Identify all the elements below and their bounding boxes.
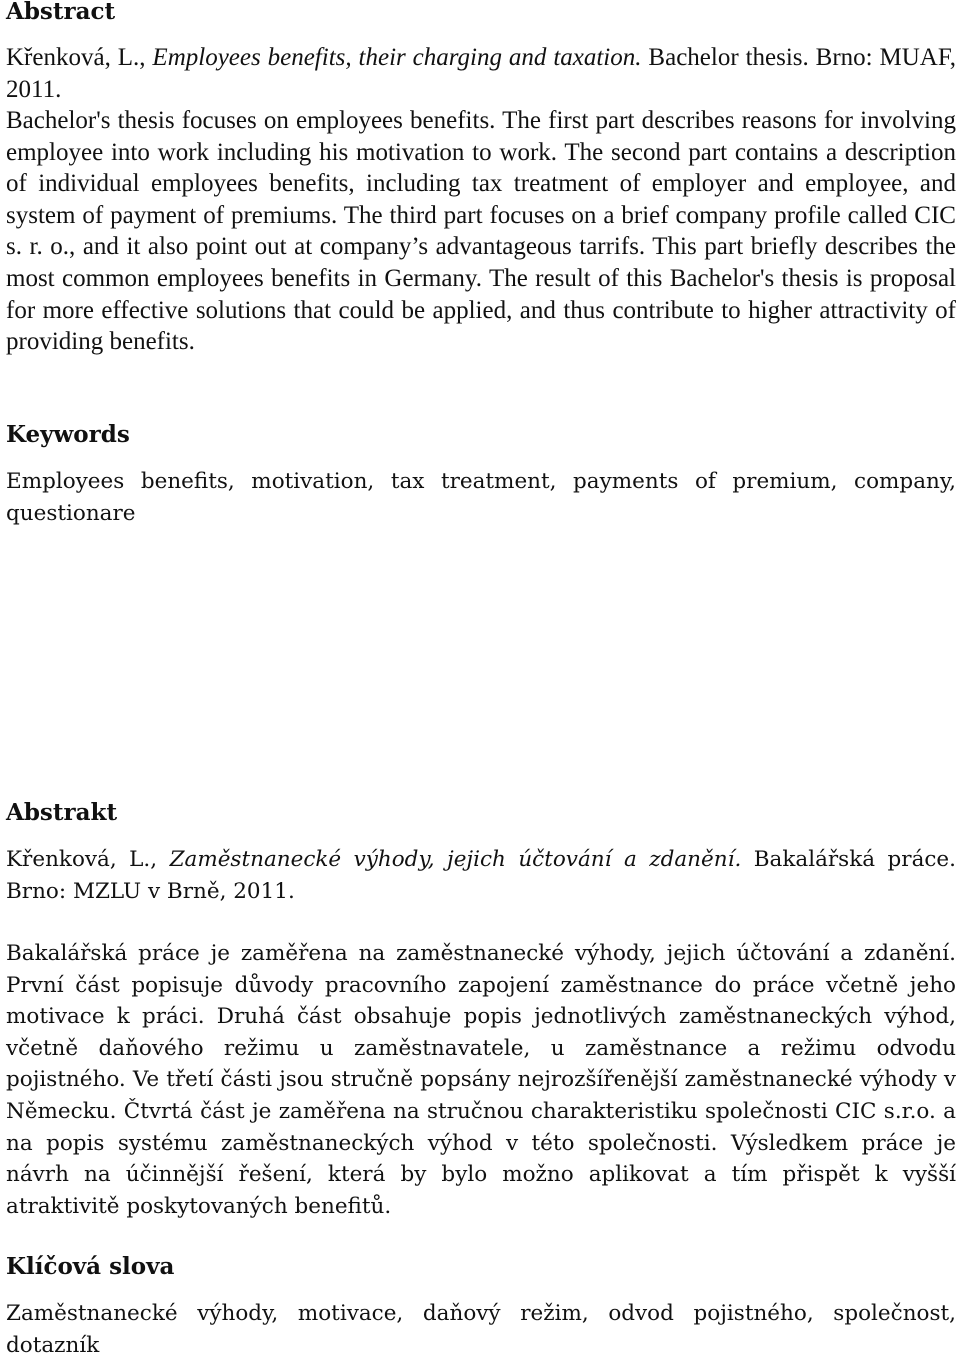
klicova-slova-heading: Klíčová slova [6, 1253, 175, 1280]
citation-title: Zaměstnanecké výhody, jejich účtování a zdanění. [169, 847, 742, 872]
abstrakt-heading: Abstrakt [6, 799, 118, 826]
keywords-body: Employees benefits, motivation, tax treatment, payments of premium, company, questionare [6, 469, 956, 526]
abstract-heading: Abstract [6, 0, 116, 25]
abstract-citation [6, 42, 956, 105]
keywords-heading: Keywords [6, 421, 130, 448]
citation-details: Bachelor thesis. Brno: MUAF, 2011. [6, 44, 957, 103]
citation-details: Bakalářská práce. Brno: MZLU v Brně, 2011. [6, 847, 956, 904]
abstrakt-body: Bakalářská práce je zaměřena na zaměstnanecké výhody, jejich účtování a zdanění. První část popisuje důvody pracovního zapojení zaměstnance do práce včetně jeho motivace k práci. Druhá část obsahuje popis jednotlivých zaměstnaneckých výhod, včetně daňového režimu u zaměstnavatele, u zaměstnance a režimu odvodu pojistného. Ve třetí části jsou stručně popsány nejrozšířenější zaměstnanecké výhody v Německu. Čtvrtá část je zaměřena na stručnou charakteristiku společnosti CIC s.r.o. a na popis systému zaměstnaneckých výhod v této společnosti. Výsledkem práce je návrh na účinnější řešení, která by bylo možno aplikovat a tím přispět k vyšší atraktivitě poskytovaných benefitů. [6, 941, 956, 1219]
citation-title: Employees benefits, their charging and taxation. [152, 44, 642, 71]
citation-author: Křenková, L., [6, 847, 170, 872]
abstrakt-citation [6, 844, 956, 907]
citation-author: Křenková, L., [6, 44, 153, 71]
abstract-body: Bachelor's thesis focuses on employees benefits. The first part describes reasons for involving employee into work including his motivation to work. The second part contains a description of individual employees benefits, including tax treatment of employer and employee, and system of payment of premiums. The third part focuses on a brief company profile called CIC s. r. o., and it also point out at company’s advantageous tarrifs. This part briefly describes the most common employees benefits in Germany. The result of this Bachelor's thesis is proposal for more effective solutions that could be applied, and thus contribute to higher attractivity of providing benefits. [6, 107, 956, 356]
klicova-slova-body: Zaměstnanecké výhody, motivace, daňový režim, odvod pojistného, společnost, dotazník [6, 1301, 956, 1358]
